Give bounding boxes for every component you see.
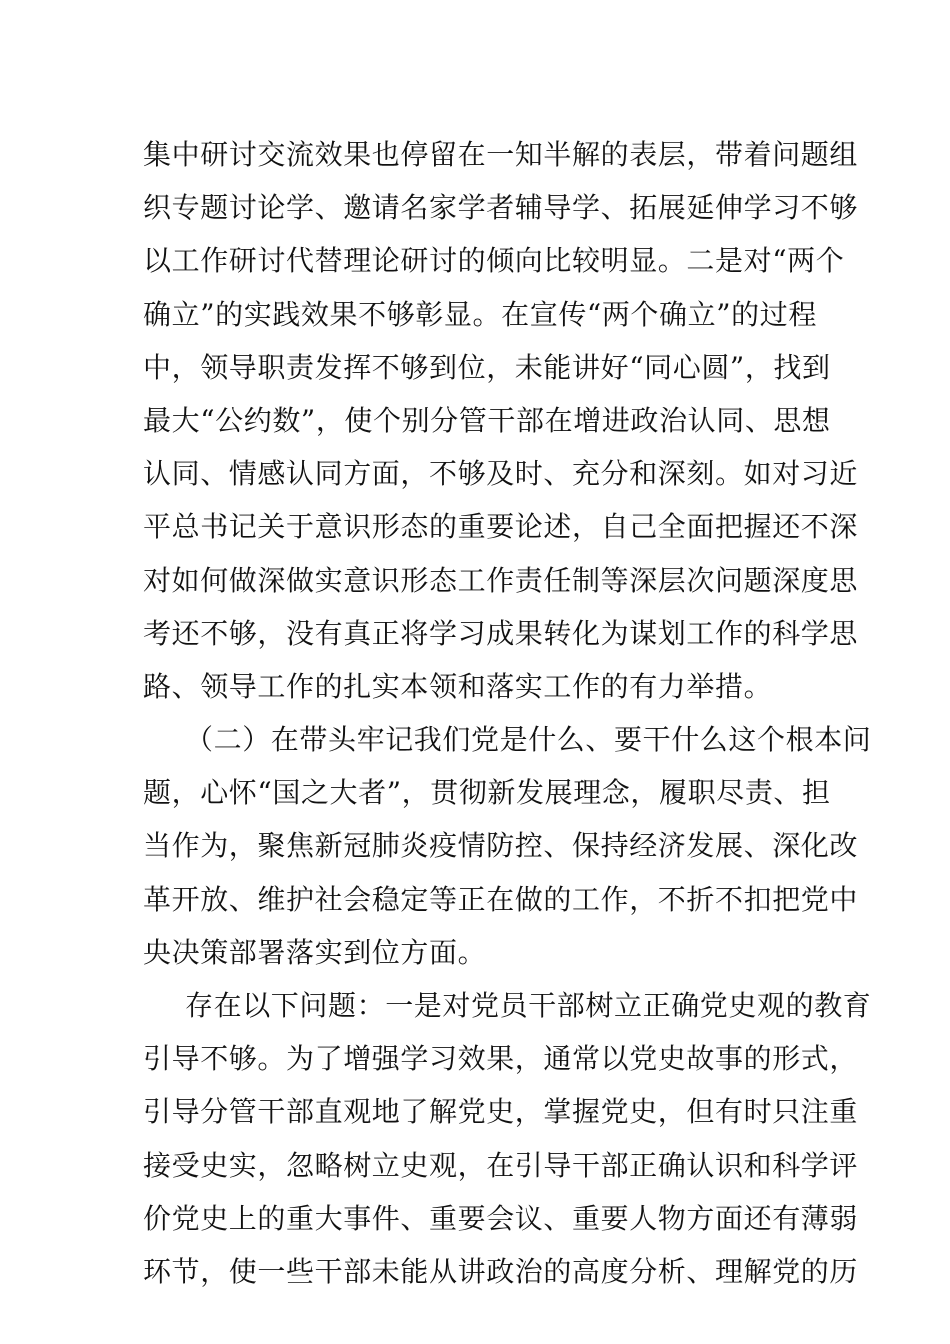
- text-line: 存在以下问题：一是对党员干部树立正确党史观的教育: [185, 989, 872, 1022]
- text-line: 平总书记关于意识形态的重要论述，自己全面把握还不深: [143, 510, 859, 544]
- text-line: 中，领导职责发挥不够到位，未能讲好“同心圆”，找到: [143, 350, 831, 384]
- text-line: 考还不够，没有真正将学习成果转化为谋划工作的科学思: [143, 616, 859, 650]
- text-line: 对如何做深做实意识形态工作责任制等深层次问题深度思: [143, 563, 859, 597]
- text-line: 引导分管干部直观地了解党史，掌握党史，但有时只注重: [143, 1095, 859, 1129]
- text-line: 集中研讨交流效果也停留在一知半解的表层，带着问题组: [143, 138, 859, 171]
- section-heading-line: 革开放、维护社会稳定等正在做的工作，不折不扣把党中: [143, 882, 859, 916]
- section-heading-line: 央决策部署落实到位方面。: [143, 935, 487, 969]
- text-line: 确立”的实践效果不够彰显。在宣传“两个确立”的过程: [143, 297, 817, 331]
- text-line: 织专题讨论学、邀请名家学者辅导学、拓展延伸学习不够: [143, 191, 859, 225]
- text-line: 价党史上的重大事件、重要会议、重要人物方面还有薄弱: [143, 1201, 859, 1235]
- text-line: 接受史实，忽略树立史观，在引导干部正确认识和科学评: [143, 1148, 859, 1182]
- section-heading-line: 当作为，聚焦新冠肺炎疫情防控、保持经济发展、深化改: [143, 829, 859, 863]
- section-heading-line: （二）在带头牢记我们党是什么、要干什么这个根本问: [185, 723, 872, 757]
- text-line: 环节，使一些干部未能从讲政治的高度分析、理解党的历: [143, 1254, 859, 1288]
- text-line: 以工作研讨代替理论研讨的倾向比较明显。二是对“两个: [143, 244, 845, 278]
- text-line: 最大“公约数”，使个别分管干部在增进政治认同、思想: [143, 403, 831, 437]
- text-line: 路、领导工作的扎实本领和落实工作的有力举措。: [143, 669, 773, 703]
- section-heading-line: 题，心怀“国之大者”，贯彻新发展理念，履职尽责、担: [143, 776, 831, 810]
- text-line: 引导不够。为了增强学习效果，通常以党史故事的形式，: [143, 1042, 859, 1076]
- text-line: 认同、情感认同方面，不够及时、充分和深刻。如对习近: [143, 457, 859, 491]
- body-text: [143, 128, 872, 1298]
